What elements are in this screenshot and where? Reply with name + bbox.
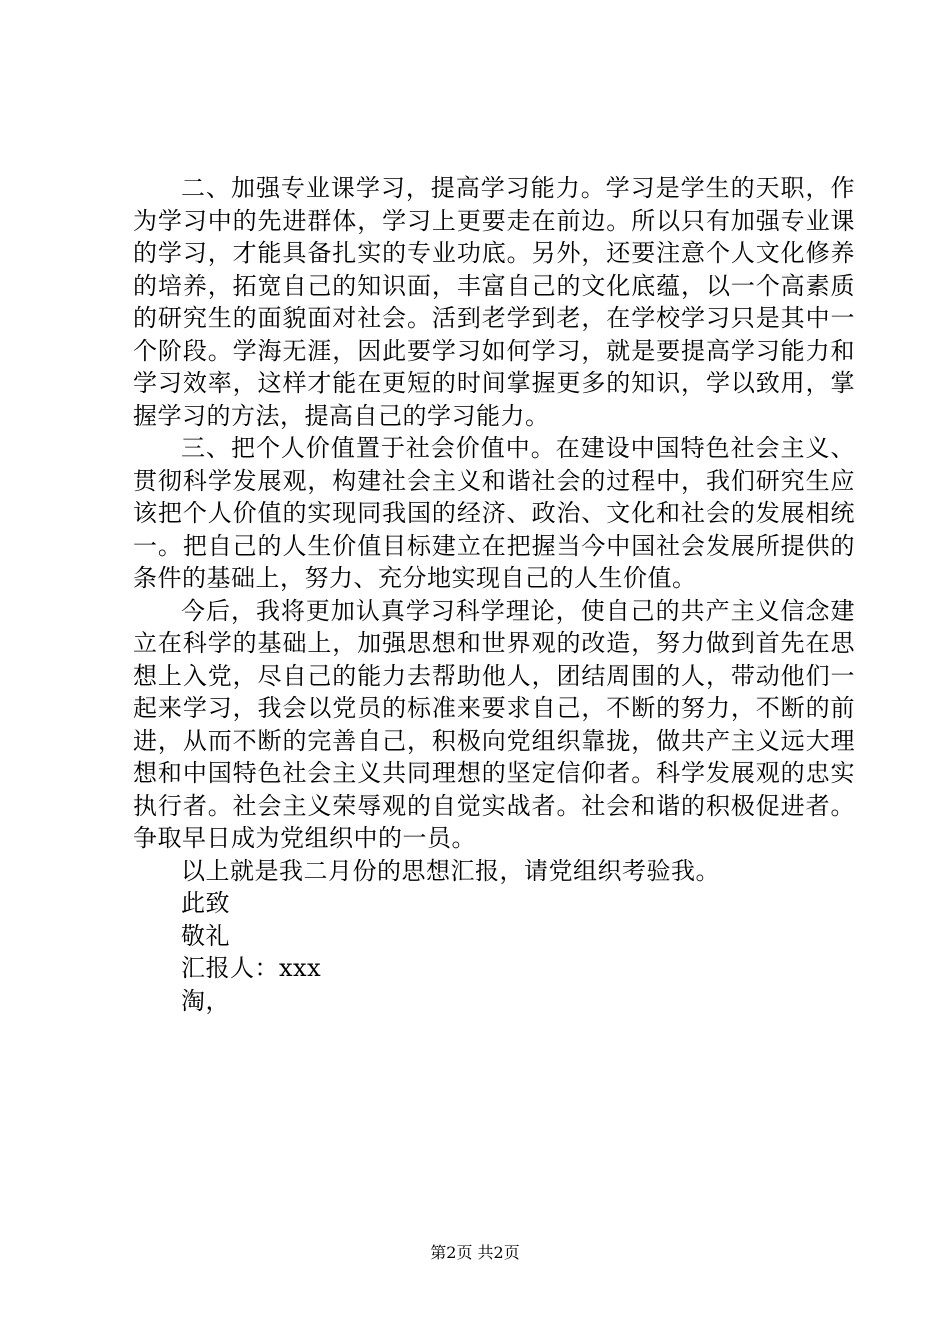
paragraph-future: 今后，我将更加认真学习科学理论，使自己的共产主义信念建立在科学的基础上，加强思想和世界观的改造，努力做到首先在思想上入党，尽自己的能力去帮助他人，团结周围的人，带动他们一起来学习，我会以党员的标准来要求自己，不断的努力，不断的前进，从而不断的完善自己，积极向党组织靠拢，做共产主义远大理想和中国特色社会主义共同理想的坚定信仰者。科学发展观的忠实执行者。社会主义荣辱观的自觉实战者。社会和谐的积极促进者。争取早日成为党组织中的一员。 xyxy=(133,596,855,852)
closing-salutation: 此致 xyxy=(181,889,230,917)
document-body xyxy=(133,172,855,1017)
paragraph-values: 三、把个人价值置于社会价值中。在建设中国特色社会主义、贯彻科学发展观，构建社会主义和谐社会的过程中，我们研究生应该把个人价值的实现同我国的经济、政治、文化和社会的发展相统一。把自己的人生价值目标建立在把握当今中国社会发展所提供的条件的基础上，努力、充分地实现自己的人生价值。 xyxy=(133,434,855,592)
paragraph-study: 二、加强专业课学习，提高学习能力。学习是学生的天职，作为学习中的先进群体，学习上更要走在前边。所以只有加强专业课的学习，才能具备扎实的专业功底。另外，还要注意个人文化修养的培养，拓宽自己的知识面，丰富自己的文化底蕴，以一个高素质的研究生的面貌面对社会。活到老学到老，在学校学习只是其中一个阶段。学海无涯，因此要学习如何学习，就是要提高学习能力和学习效率，这样才能在更短的时间掌握更多的知识，学以致用，掌握学习的方法，提高自己的学习能力。 xyxy=(133,174,855,430)
page-footer: 第2页 共2页 xyxy=(430,1243,520,1262)
closing-regards: 敬礼 xyxy=(181,921,230,950)
closing-summary: 以上就是我二月份的思想汇报，请党组织考验我。 xyxy=(181,856,720,885)
closing-date: 淘， xyxy=(181,986,230,1015)
closing-reporter: 汇报人：xxx xyxy=(181,954,322,982)
